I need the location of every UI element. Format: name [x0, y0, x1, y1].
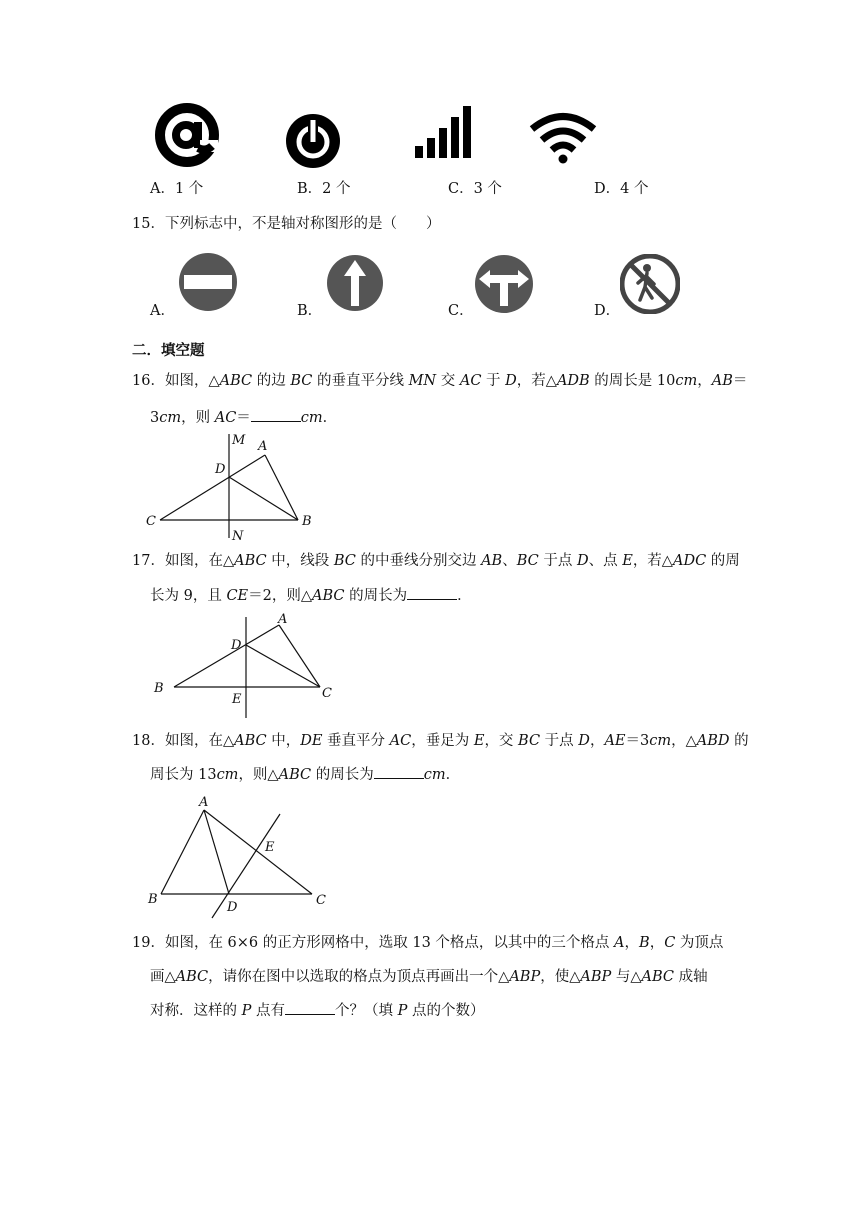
label-c: C — [316, 893, 326, 908]
label-m: M — [232, 433, 246, 448]
straight-ahead-sign-icon — [326, 254, 384, 312]
label-c: C — [322, 686, 332, 701]
option-b: B． — [297, 303, 323, 319]
label-b: B — [302, 514, 312, 529]
question-16-line-2: 3cm，则 AC＝ cm． — [150, 403, 337, 433]
option-d: D．4 个 — [594, 181, 649, 197]
at-sign-icon — [150, 102, 226, 168]
label-c: C — [146, 514, 156, 529]
question-16-figure — [140, 430, 330, 544]
option-d: D． — [594, 303, 621, 319]
question-19-line-2: 画△ABC，请你在图中以选取的格点为顶点再画出一个△ABP，使△ABP 与△ABC 成轴 — [150, 969, 708, 985]
wifi-icon — [528, 112, 598, 164]
label-e: E — [265, 840, 275, 855]
question-18-line-2: 周长为 13cm，则△ABC 的周长为 cm． — [150, 760, 460, 790]
power-icon — [284, 112, 342, 170]
label-d: D — [227, 900, 238, 915]
answer-blank[interactable] — [251, 407, 301, 422]
label-d: D — [231, 638, 242, 653]
option-a: A． — [150, 303, 175, 319]
answer-blank[interactable] — [285, 1000, 335, 1015]
option-c: C． — [448, 303, 474, 319]
label-e: E — [232, 692, 242, 707]
label-b: B — [154, 681, 164, 696]
question-16-line-1: 16．如图，△ABC 的边 BC 的垂直平分线 MN 交 AC 于 D，若△ADB 的周长是 10cm，AB＝ — [132, 373, 748, 389]
question-17-figure — [146, 612, 346, 722]
option-a: A．1 个 — [150, 181, 204, 197]
question-19-line-1: 19．如图，在 6×6 的正方形网格中，选取 13 个格点，以其中的三个格点 A，B，C 为顶点 — [132, 935, 724, 951]
label-n: N — [232, 529, 244, 544]
turn-left-right-sign-icon — [474, 254, 534, 314]
answer-blank[interactable] — [374, 764, 424, 779]
label-b: B — [148, 892, 158, 907]
option-b: B．2 个 — [297, 181, 351, 197]
section-title: 二．填空题 — [132, 342, 205, 359]
no-entry-sign-icon — [178, 252, 238, 312]
label-a: A — [199, 795, 209, 810]
answer-blank[interactable] — [407, 585, 457, 600]
option-c: C．3 个 — [448, 181, 502, 197]
signal-bars-icon — [414, 104, 472, 160]
question-19-line-3: 对称．这样的 P 点有 个？（填 P 点的个数） — [150, 996, 484, 1026]
label-a: A — [258, 439, 268, 454]
question-15-stem: 15．下列标志中，不是轴对称图形的是（ ） — [132, 216, 441, 232]
label-a: A — [278, 612, 288, 627]
question-18-figure — [144, 792, 344, 922]
question-17-line-1: 17．如图，在△ABC 中，线段 BC 的中垂线分别交边 AB、BC 于点 D、点 E，若△ADC 的周 — [132, 553, 740, 569]
label-d: D — [215, 462, 226, 477]
no-pedestrians-sign-icon — [620, 254, 680, 314]
question-18-line-1: 18．如图，在△ABC 中，DE 垂直平分 AC，垂足为 E，交 BC 于点 D，AE＝3cm，△ABD 的 — [132, 733, 749, 749]
question-17-line-2: 长为 9，且 CE＝2，则△ABC 的周长为 ． — [150, 581, 472, 611]
